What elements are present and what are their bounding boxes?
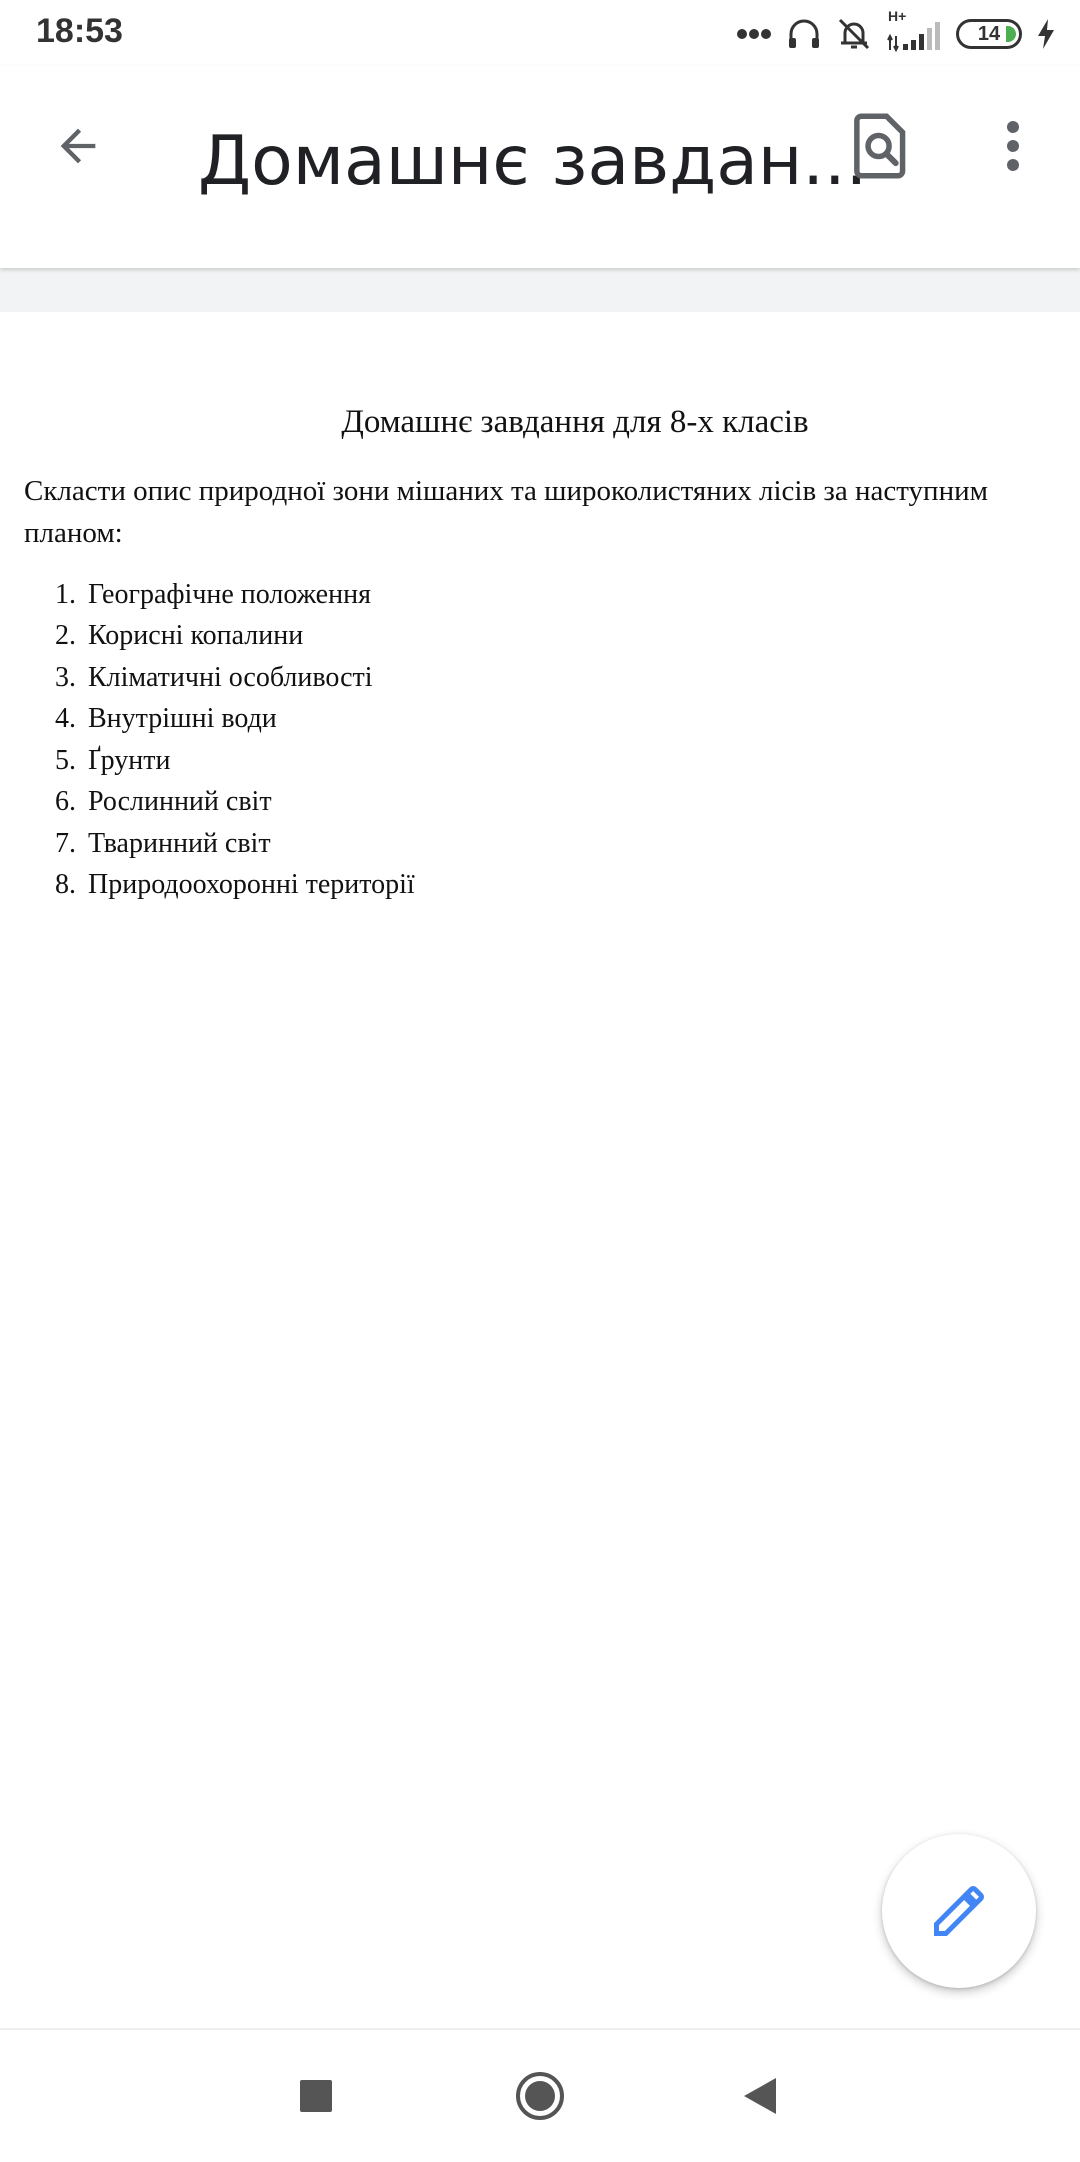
home-button[interactable]	[504, 2060, 576, 2132]
document-heading: Домашнє завдання для 8-х класів	[341, 404, 809, 440]
status-icons	[736, 8, 1056, 56]
list-item-text: Рослинний світ	[88, 786, 272, 818]
list-item-text: Географічне положення	[88, 578, 371, 610]
headset-icon	[786, 16, 822, 52]
list-item-number: 6.	[55, 786, 76, 818]
battery-fill	[1006, 26, 1016, 42]
system-navigation-bar	[0, 2028, 1080, 2162]
list-item-number: 4.	[55, 703, 76, 735]
list-item	[0, 616, 1080, 658]
list-item	[0, 740, 1080, 782]
status-time: 18:53	[36, 12, 123, 50]
list-item-number: 1.	[55, 578, 76, 610]
find-in-document-button[interactable]	[842, 106, 922, 186]
back-button[interactable]	[40, 108, 116, 184]
status-bar	[0, 0, 1080, 66]
more-vert-icon	[1005, 120, 1021, 172]
signal-indicator	[886, 8, 942, 52]
list-item-number: 5.	[55, 744, 76, 776]
signal-icon	[886, 16, 942, 52]
list-item-number: 8.	[55, 869, 76, 901]
recents-button[interactable]	[280, 2060, 352, 2132]
list-item	[0, 823, 1080, 865]
battery-icon	[956, 19, 1022, 49]
document-body[interactable]	[0, 312, 1080, 2028]
list-item-text: Тваринний світ	[88, 827, 271, 859]
list-item-number: 3.	[55, 661, 76, 693]
list-item-text: Кліматичні особливості	[88, 661, 373, 693]
list-item	[0, 699, 1080, 741]
edit-fab-button[interactable]	[882, 1834, 1036, 1988]
list-item-text: Природоохоронні території	[88, 869, 415, 901]
list-item-number: 7.	[55, 827, 76, 859]
document-paragraph: Скласти опис природної зони мішаних та широколистяних лісів за наступним планом:	[24, 475, 988, 549]
numbered-list	[0, 574, 1080, 906]
more-dots-icon	[736, 28, 772, 40]
toolbar-divider-strip	[0, 268, 1080, 312]
recents-square-icon	[299, 2079, 333, 2113]
bell-off-icon	[836, 16, 872, 52]
back-triangle-icon	[742, 2076, 778, 2116]
list-item	[0, 865, 1080, 907]
list-item	[0, 657, 1080, 699]
list-item	[0, 782, 1080, 824]
list-item-text: Ґрунти	[88, 744, 171, 776]
charging-icon	[1036, 18, 1056, 50]
find-in-page-icon	[854, 114, 910, 178]
back-nav-button[interactable]	[724, 2060, 796, 2132]
list-item-text: Внутрішні води	[88, 703, 277, 735]
more-options-button[interactable]	[980, 106, 1046, 186]
home-circle-icon	[515, 2071, 565, 2121]
list-item-text: Корисні копалини	[88, 620, 304, 652]
network-type-label: H+	[888, 8, 907, 24]
app-bar	[0, 66, 1080, 268]
arrow-back-icon	[52, 120, 104, 172]
battery-level: 14	[977, 22, 1001, 45]
list-item-number: 2.	[55, 620, 76, 652]
document-title: Домашнє завдан...	[198, 122, 868, 201]
edit-pencil-icon	[929, 1881, 989, 1941]
list-item	[0, 574, 1080, 616]
